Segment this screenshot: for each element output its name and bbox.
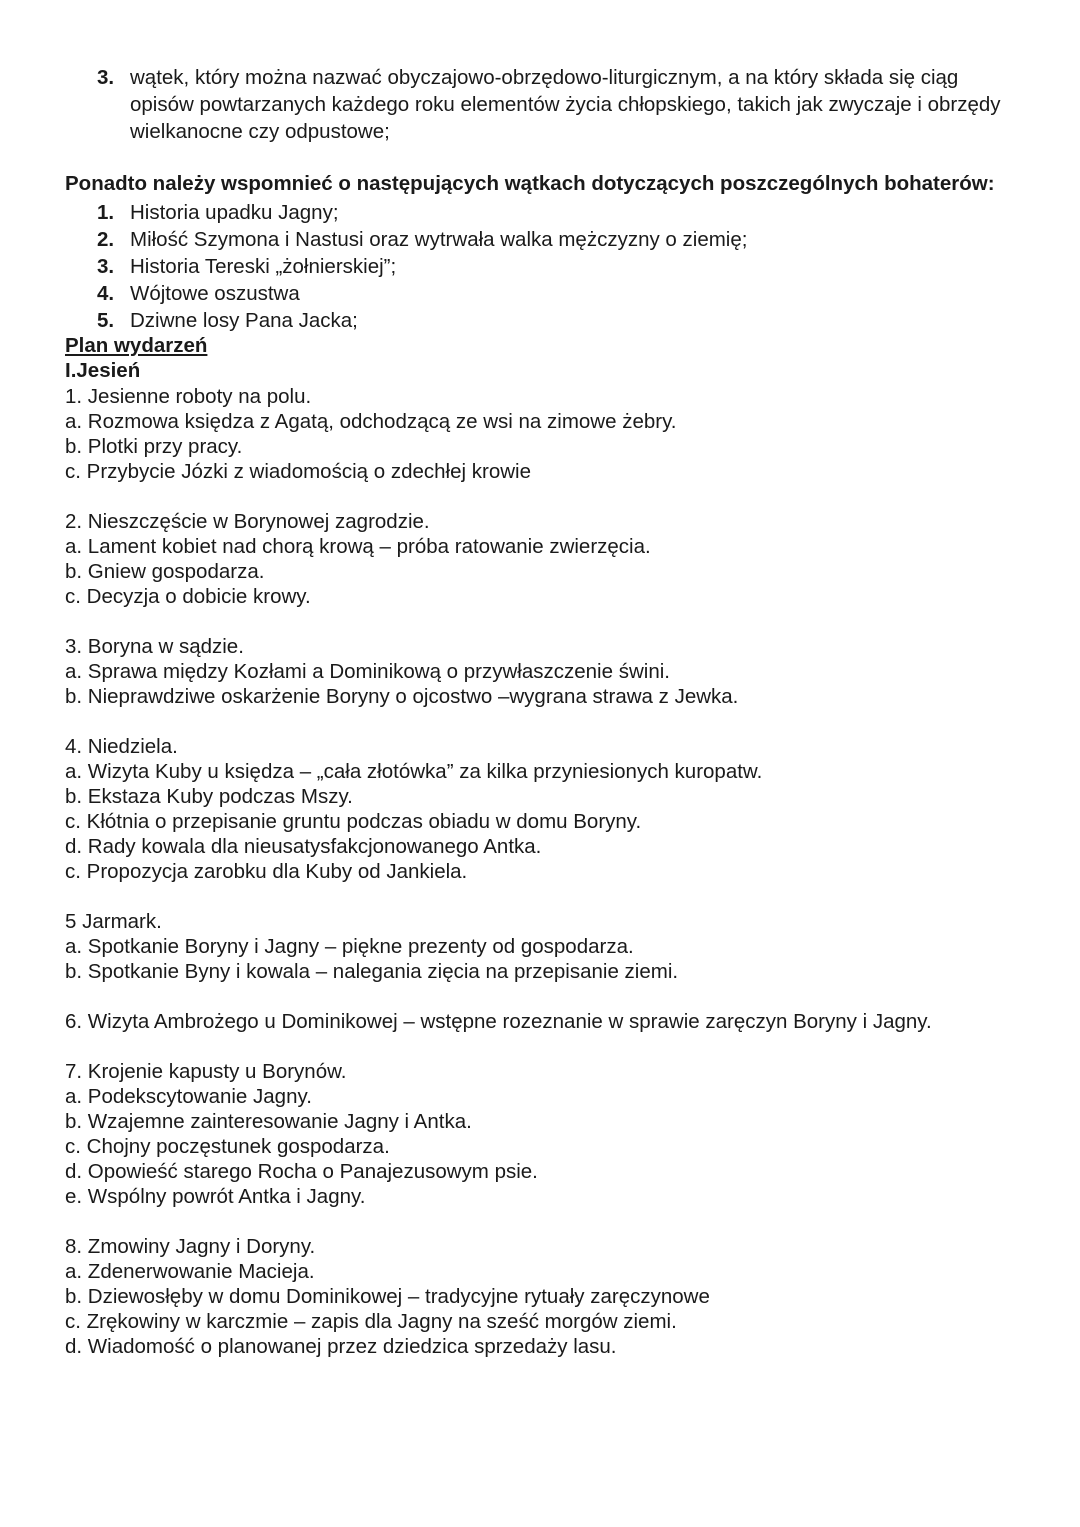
list-item-text: Historia Tereski „żołnierskiej”; <box>130 255 397 278</box>
event-title: 6. Wizyta Ambrożego u Dominikowej – wstępne rozeznanie w sprawie zaręczyn Boryny i Jagny. <box>65 1010 932 1033</box>
part-heading: I.Jesień <box>65 359 141 382</box>
event-line: a. Podekscytowanie Jagny. <box>65 1085 312 1108</box>
list-number: 3. <box>97 255 115 278</box>
list-item-text: Wójtowe oszustwa <box>130 282 300 305</box>
plan-heading: Plan wydarzeń <box>65 334 208 357</box>
event-line: e. Wspólny powrót Antka i Jagny. <box>65 1185 366 1208</box>
event-section <box>65 734 1015 884</box>
event-line: a. Spotkanie Boryny i Jagny – piękne prezenty od gospodarza. <box>65 935 634 958</box>
event-line: b. Plotki przy pracy. <box>65 435 243 458</box>
event-line: a. Sprawa między Kozłami a Dominikową o przywłaszczenie świni. <box>65 660 670 683</box>
list-item <box>65 226 1015 253</box>
event-line: b. Ekstaza Kuby podczas Mszy. <box>65 785 353 808</box>
event-line: d. Wiadomość o planowanej przez dziedzica sprzedaży lasu. <box>65 1335 617 1358</box>
event-title: 7. Krojenie kapusty u Borynów. <box>65 1060 347 1083</box>
list-number: 5. <box>97 309 115 332</box>
event-title: 2. Nieszczęście w Borynowej zagrodzie. <box>65 510 430 533</box>
event-section <box>65 1234 1015 1359</box>
event-line: c. Kłótnia o przepisanie gruntu podczas obiadu w domu Boryny. <box>65 810 642 833</box>
event-title: 5 Jarmark. <box>65 910 162 933</box>
list-number: 2. <box>97 228 115 251</box>
event-title: 3. Boryna w sądzie. <box>65 635 244 658</box>
list-item-text: Historia upadku Jagny; <box>130 201 339 224</box>
event-line: a. Zdenerwowanie Macieja. <box>65 1260 315 1283</box>
event-line: d. Rady kowala dla nieusatysfakcjonowanego Antka. <box>65 835 542 858</box>
event-line: b. Wzajemne zainteresowanie Jagny i Antka. <box>65 1110 472 1133</box>
list-number: 1. <box>97 201 115 224</box>
list-item <box>65 307 1015 334</box>
list-item <box>65 199 1015 226</box>
event-line: a. Wizyta Kuby u księdza – „cała złotówka” za kilka przyniesionych kuropatw. <box>65 760 763 783</box>
event-title: 4. Niedziela. <box>65 735 178 758</box>
event-section <box>65 509 1015 609</box>
threads-intro: Ponadto należy wspomnieć o następujących wątkach dotyczących poszczególnych bohaterów: <box>65 172 995 195</box>
event-line: c. Chojny poczęstunek gospodarza. <box>65 1135 390 1158</box>
event-section <box>65 634 1015 709</box>
list-number: 3. <box>97 66 115 89</box>
list-item-text: wątek, który można nazwać obyczajowo-obrzędowo-liturgicznym, a na który składa się ciąg opisów powtarzanych każdego roku elementów życia chłopskiego, takich jak zwyczaje i obrzędy wielkanocne czy odpustowe; <box>130 66 1001 143</box>
event-section <box>65 384 1015 484</box>
intro-list-item <box>65 64 1015 145</box>
event-line: a. Lament kobiet nad chorą krową – próba ratowanie zwierzęcia. <box>65 535 651 558</box>
list-item <box>65 280 1015 307</box>
event-section <box>65 1059 1015 1209</box>
event-line: c. Przybycie Józki z wiadomością o zdechłej krowie <box>65 460 531 483</box>
event-line: b. Spotkanie Byny i kowala – nalegania zięcia na przepisanie ziemi. <box>65 960 679 983</box>
event-section <box>65 909 1015 984</box>
event-line: b. Dziewosłęby w domu Dominikowej – tradycyjne rytuały zaręczynowe <box>65 1285 710 1308</box>
event-line: b. Nieprawdziwe oskarżenie Boryny o ojcostwo –wygrana strawa z Jewka. <box>65 685 739 708</box>
event-title: 8. Zmowiny Jagny i Doryny. <box>65 1235 316 1258</box>
list-number: 4. <box>97 282 115 305</box>
document-page <box>65 64 1015 1384</box>
event-line: c. Propozycja zarobku dla Kuby od Jankiela. <box>65 860 468 883</box>
list-item <box>65 253 1015 280</box>
list-item-text: Miłość Szymona i Nastusi oraz wytrwała walka mężczyzny o ziemię; <box>130 228 748 251</box>
event-section <box>65 1009 1015 1034</box>
threads-list <box>65 199 1015 334</box>
event-line: b. Gniew gospodarza. <box>65 560 265 583</box>
event-line: c. Decyzja o dobicie krowy. <box>65 585 311 608</box>
event-line: a. Rozmowa księdza z Agatą, odchodzącą ze wsi na zimowe żebry. <box>65 410 677 433</box>
event-line: c. Zrękowiny w karczmie – zapis dla Jagny na sześć morgów ziemi. <box>65 1310 677 1333</box>
list-item-text: Dziwne losy Pana Jacka; <box>130 309 358 332</box>
event-title: 1. Jesienne roboty na polu. <box>65 385 312 408</box>
event-line: d. Opowieść starego Rocha o Panajezusowym psie. <box>65 1160 538 1183</box>
